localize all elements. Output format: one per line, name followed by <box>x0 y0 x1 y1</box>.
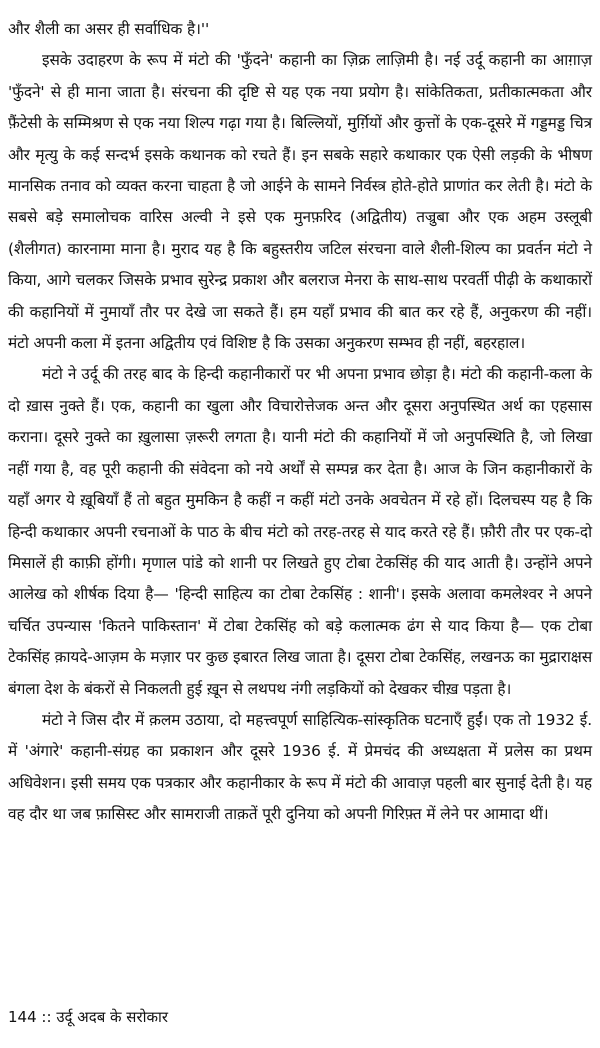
page-footer <box>8 1004 168 1030</box>
running-title: उर्दू अदब के सरोकार <box>56 1008 169 1026</box>
page-number: 144 <box>8 1008 37 1026</box>
paragraph-hindi-influence: मंटो ने उर्दू की तरह बाद के हिन्दी कहानीकारों पर भी अपना प्रभाव छोड़ा है। मंटो की कहानी-कला के दो ख़ास नुक्ते हैं। एक, कहानी का खुला और विचारोत्तेजक अन्त और दूसरा अनुपस्थित अर्थ का एहसास कराना। दूसरे नुक्ते का ख़ुलासा ज़रूरी लगता है। यानी मंटो की कहानियों में जो अनुपस्थिति है, जो लिखा नहीं गया है, वह पूरी कहानी की संवेदना को नये अर्थों से सम्पन्न कर देता है। आज के जिन कहानीकारों के यहाँ अगर ये ख़ूबियाँ हैं तो बहुत मुमकिन है कहीं न कहीं मंटो उनके अवचेतन में रहे हों। दिलचस्प यह है कि हिन्दी कथाकार अपनी रचनाओं के पाठ के बीच मंटो को तरह-तरह से याद करते रहे हैं। फ़ौरी तौर पर एक-दो मिसालें ही काफ़ी होंगी। मृणाल पांडे को शानी पर लिखते हुए टोबा टेकसिंह की याद आती है। उन्होंने अपने आलेख को शीर्षक दिया है— 'हिन्दी साहित्य का टोबा टेकसिंह : शानी'। इसके अलावा कमलेश्वर ने अपने चर्चित उपन्यास 'कितने पाकिस्तान' में टोबा टेकसिंह को बड़े कलात्मक ढंग से याद किया है— एक टोबा टेकसिंह क़ायदे-आज़म के मज़ार पर कुछ इबारत लिख जाता है। दूसरा टोबा टेकसिंह, लखनऊ का मुद्राराक्षस बंगला देश के बंकरों से निकलती हुई ख़ून से लथपथ नंगी लड़कियों को देखकर चीख़ पड़ता है। <box>8 365 592 698</box>
body-text <box>8 14 592 831</box>
paragraph-phundne: इसके उदाहरण के रूप में मंटो की 'फुँदने' कहानी का ज़िक्र लाज़िमी है। नई उर्दू कहानी का आग़ाज़ 'फुँदने' से ही माना जाता है। संरचना की दृष्टि से यह एक नया प्रयोग है। सांकेतिकता, प्रतीकात्मकता और फ़ैंटेसी के सम्मिश्रण से एक नया शिल्प गढ़ा गया है। बिल्लियों, मुर्ग़ियों और कुत्तों के एक-दूसरे में गड्डमड्ड चित्र और मृत्यु के कई सन्दर्भ इसके कथानक को रचते हैं। इन सबके सहारे कथाकार एक ऐसी लड़की के भीषण मानसिक तनाव को व्यक्त करना चाहता है जो आईने के सामने निर्वस्त्र होते-होते प्राणांत कर लेती है। मंटो के सबसे बड़े समालोचक वारिस अल्वी ने इसे एक मुनफ़रिद (अद्वितीय) तज्रुबा और एक अहम उस्लूबी (शैलीगत) कारनामा माना है। मुराद यह है कि बहुस्तरीय जटिल संरचना वाले शैली-शिल्प का प्रवर्तन मंटो ने किया, आगे चलकर जिसके प्रभाव सुरेन्द्र प्रकाश और बलराज मेनरा के साथ-साथ परवर्ती पीढ़ी के कथाकारों की कहानियों में नुमायाँ तौर पर देखे जा सकते हैं। हम यहाँ प्रभाव की बात कर रहे हैं, अनुकरण की नहीं। मंटो अपनी कला में इतना अद्वितीय एवं विशिष्ट है कि उसका अनुकरण सम्भव ही नहीं, बहरहाल। <box>8 51 592 353</box>
footer-separator: :: <box>41 1008 52 1026</box>
paragraph-era: मंटो ने जिस दौर में क़लम उठाया, दो महत्त्वपूर्ण साहित्यिक-सांस्कृतिक घटनाएँ हुईं। एक तो 1932 ई. में 'अंगारे' कहानी-संग्रह का प्रकाशन और दूसरे 1936 ई. में प्रेमचंद की अध्यक्षता में प्रलेस का प्रथम अधिवेशन। इसी समय एक पत्रकार और कहानीकार के रूप में मंटो की आवाज़ पहली बार सुनाई देती है। यह वह दौर था जब फ़ासिस्ट और सामराजी ताक़तें पूरी दुनिया को अपनी गिरिफ़्त में लेने पर आमादा थीं। <box>8 710 592 824</box>
paragraph-continuation: और शैली का असर ही सर्वाधिक है।'' <box>8 20 210 38</box>
